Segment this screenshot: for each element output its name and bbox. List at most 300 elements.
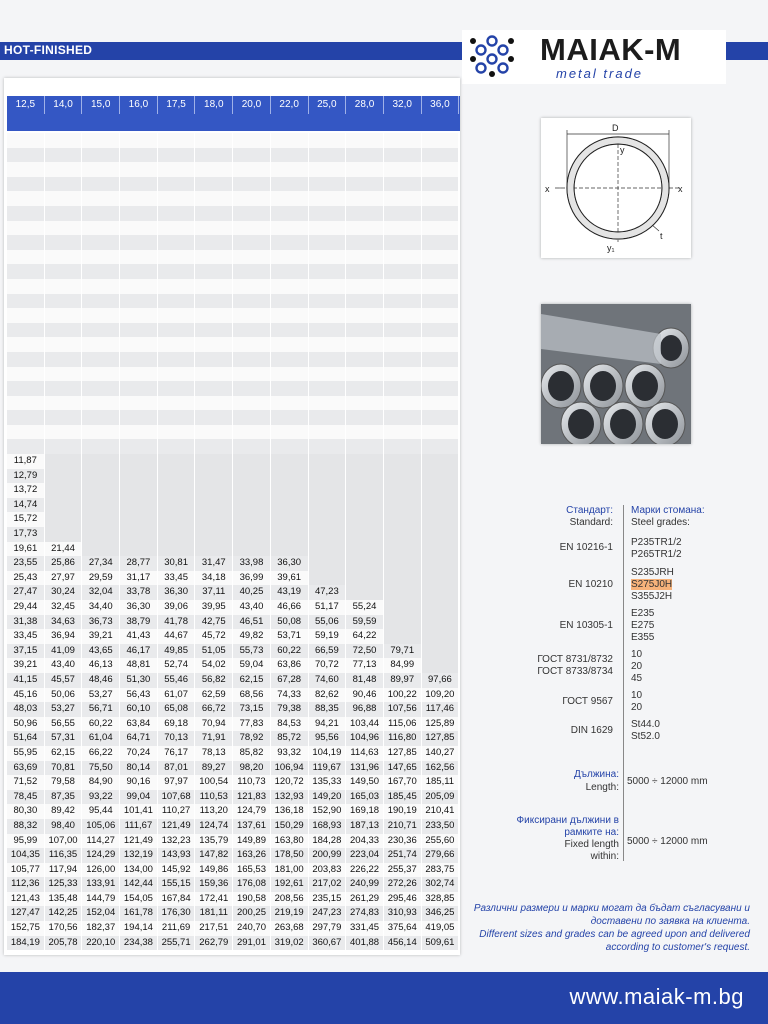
table-cell [195,425,233,440]
table-row [7,527,460,542]
table-cell [158,133,196,148]
table-cell [422,469,460,484]
table-cell [309,542,347,557]
table-cell [233,512,271,527]
table-cell [158,337,196,352]
table-cell [7,410,45,425]
table-cell [384,512,422,527]
table-cell [158,308,196,323]
table-cell: 56,43 [120,688,158,703]
grade: E275 [631,620,655,631]
table-cell: 226,22 [346,863,384,878]
table-cell [271,542,309,557]
table-cell: 101,41 [120,804,158,819]
spec-grades-4 [631,649,642,685]
table-cell [346,396,384,411]
table-row-empty [7,177,460,192]
table-cell [346,308,384,323]
table-cell: 167,70 [384,775,422,790]
table-cell: 14,74 [7,498,45,513]
table-cell [195,352,233,367]
table-cell [271,235,309,250]
table-cell: 93,32 [271,746,309,761]
table-cell: 32,04 [82,585,120,600]
table-cell [346,221,384,236]
table-cell [233,527,271,542]
table-row [7,775,460,790]
table-cell: 168,93 [309,819,347,834]
table-cell: 419,05 [422,921,460,936]
table-cell [309,133,347,148]
standard-label-en: Standard: [569,517,613,528]
table-cell [271,264,309,279]
table-cell: 73,15 [233,702,271,717]
table-cell [346,585,384,600]
table-cell [384,439,422,454]
table-header [7,96,460,131]
table-cell [384,556,422,571]
table-cell [158,498,196,513]
fixed-length-label-bg: Фиксирани дължини в рамките на: [516,815,619,838]
table-cell [158,454,196,469]
table-cell [233,250,271,265]
table-cell: 87,01 [158,761,196,776]
table-cell [422,279,460,294]
table-cell: 31,47 [195,556,233,571]
table-cell: 11,87 [7,454,45,469]
table-cell [158,425,196,440]
table-cell [120,498,158,513]
table-cell [346,542,384,557]
table-cell [233,469,271,484]
pipe-diagram-icon [541,118,691,258]
table-cell [7,352,45,367]
table-row [7,863,460,878]
table-cell [233,381,271,396]
table-cell: 126,00 [82,863,120,878]
table-cell: 79,58 [45,775,83,790]
table-cell: 25,86 [45,556,83,571]
grade: P265TR1/2 [631,549,682,560]
table-cell [384,323,422,338]
table-cell: 100,54 [195,775,233,790]
table-cell: 127,47 [7,906,45,921]
table-cell [82,250,120,265]
table-cell: 263,68 [271,921,309,936]
table-cell [346,250,384,265]
table-cell [271,250,309,265]
length-label-bg: Дължина: [574,769,619,780]
table-cell [384,527,422,542]
table-cell: 105,06 [82,819,120,834]
table-cell [195,148,233,163]
table-cell: 116,80 [384,731,422,746]
grade: St44.0 [631,719,660,730]
table-cell: 89,97 [384,673,422,688]
table-cell: 33,45 [7,629,45,644]
website-link[interactable]: www.maiak-m.bg [569,984,744,1009]
table-cell: 150,29 [271,819,309,834]
table-cell [422,556,460,571]
table-cell: 178,50 [271,848,309,863]
table-cell [233,542,271,557]
table-cell: 125,33 [45,877,83,892]
table-cell [120,527,158,542]
table-cell: 90,16 [120,775,158,790]
table-cell: 55,46 [158,673,196,688]
fixed-length-label-en: Fixed length within: [564,839,619,862]
table-cell: 135,33 [309,775,347,790]
table-row [7,469,460,484]
table-row-empty [7,410,460,425]
table-cell: 295,46 [384,892,422,907]
spec-standard-1: EN 10216-1 [559,542,613,553]
table-cell [233,323,271,338]
table-cell: 255,60 [422,834,460,849]
table-cell: 124,29 [82,848,120,863]
table-cell: 36,30 [271,556,309,571]
table-cell [309,454,347,469]
table-cell: 63,69 [7,761,45,776]
table-cell: 132,19 [120,848,158,863]
table-cell: 104,96 [346,731,384,746]
table-cell [120,133,158,148]
table-cell [346,206,384,221]
table-cell: 66,22 [82,746,120,761]
table-cell [120,279,158,294]
table-cell: 48,46 [82,673,120,688]
table-cell [120,323,158,338]
table-cell [233,264,271,279]
table-cell [195,367,233,382]
table-cell: 235,15 [309,892,347,907]
table-cell: 37,15 [7,644,45,659]
table-row-empty [7,367,460,382]
table-cell: 56,82 [195,673,233,688]
table-cell [7,264,45,279]
table-cell [309,235,347,250]
table-row [7,615,460,630]
table-cell: 132,93 [271,790,309,805]
table-cell: 115,06 [384,717,422,732]
table-cell [346,469,384,484]
table-cell: 79,71 [384,644,422,659]
table-cell: 63,84 [120,717,158,732]
table-cell [195,498,233,513]
table-cell: 29,59 [82,571,120,586]
table-cell: 17,73 [7,527,45,542]
table-cell [120,542,158,557]
table-cell: 53,27 [45,702,83,717]
table-cell [120,410,158,425]
table-cell [120,264,158,279]
table-cell [422,381,460,396]
grade: St52.0 [631,731,660,742]
table-row-empty [7,294,460,309]
table-cell: 204,33 [346,834,384,849]
table-cell [233,162,271,177]
table-cell [422,206,460,221]
grade: S235JRH [631,567,674,578]
table-row-empty [7,162,460,177]
grade: 10 [631,690,643,701]
table-cell [158,512,196,527]
table-cell: 105,77 [7,863,45,878]
table-cell [195,527,233,542]
table-cell [309,221,347,236]
table-cell: 217,51 [195,921,233,936]
table-cell: 100,22 [384,688,422,703]
table-cell [271,483,309,498]
table-cell [195,454,233,469]
table-cell [346,527,384,542]
table-cell [82,469,120,484]
table-cell [309,308,347,323]
table-cell [195,323,233,338]
table-cell: 30,24 [45,585,83,600]
table-cell [233,221,271,236]
table-cell [158,191,196,206]
table-cell [422,425,460,440]
table-cell [158,469,196,484]
table-cell [233,235,271,250]
table-cell [384,337,422,352]
table-cell [120,425,158,440]
table-cell [82,162,120,177]
table-cell: 51,17 [309,600,347,615]
table-cell: 65,08 [158,702,196,717]
table-cell: 142,44 [120,877,158,892]
table-cell [7,425,45,440]
table-cell [195,177,233,192]
table-row-empty [7,425,460,440]
table-cell: 27,97 [45,571,83,586]
table-cell: 135,48 [45,892,83,907]
table-cell [271,454,309,469]
logo [462,30,726,84]
table-cell [346,323,384,338]
table-cell: 88,35 [309,702,347,717]
table-cell [45,294,83,309]
table-row [7,512,460,527]
table-cell [422,235,460,250]
table-cell [7,308,45,323]
table-cell [120,454,158,469]
table-row [7,877,460,892]
table-cell [422,600,460,615]
table-cell: 55,24 [346,600,384,615]
column-header: 36,0 [422,96,460,114]
table-row-empty [7,352,460,367]
table-cell: 113,20 [195,804,233,819]
table-cell [422,644,460,659]
table-row [7,892,460,907]
table-cell [158,542,196,557]
table-cell [45,381,83,396]
column-header: 25,0 [309,96,347,114]
table-cell: 36,94 [45,629,83,644]
length-label-en: Length: [585,782,619,793]
table-cell [45,206,83,221]
table-cell: 121,43 [7,892,45,907]
table-row [7,790,460,805]
table-cell [158,527,196,542]
column-header: 15,0 [82,96,120,114]
table-cell: 84,99 [384,658,422,673]
pipes-photo-icon [541,304,691,444]
table-row-empty [7,148,460,163]
table-cell: 67,28 [271,673,309,688]
table-cell: 56,71 [82,702,120,717]
table-cell [309,367,347,382]
table-cell: 240,99 [346,877,384,892]
table-cell [346,337,384,352]
table-cell: 50,08 [271,615,309,630]
table-cell [346,425,384,440]
table-cell [7,337,45,352]
table-cell: 279,66 [422,848,460,863]
table-cell: 234,38 [120,936,158,951]
table-cell [271,221,309,236]
fixed-length-value: 5000 ÷ 12000 mm [627,836,708,847]
table-cell [233,337,271,352]
table-cell [82,308,120,323]
table-cell [195,469,233,484]
table-cell [309,483,347,498]
table-cell [271,308,309,323]
table-cell: 125,89 [422,717,460,732]
note-bg: Различни размери и марки могат да бъдат съгласувани и доставени по заявка на клиента. [473,903,750,927]
table-cell: 310,93 [384,906,422,921]
table-cell [45,483,83,498]
table-cell [271,396,309,411]
table-cell: 46,66 [271,600,309,615]
table-cell [384,294,422,309]
table-cell: 95,56 [309,731,347,746]
table-cell [384,367,422,382]
table-cell: 51,64 [7,731,45,746]
table-cell: 107,56 [384,702,422,717]
table-cell: 39,61 [271,571,309,586]
table-cell: 184,28 [309,834,347,849]
table-cell: 55,95 [7,746,45,761]
table-cell [82,381,120,396]
table-cell [346,191,384,206]
table-cell [82,512,120,527]
table-cell [422,439,460,454]
table-cell: 331,45 [346,921,384,936]
table-cell [271,512,309,527]
table-cell [82,454,120,469]
table-cell [45,264,83,279]
table-cell: 68,56 [233,688,271,703]
grades-label-en: Steel grades: [631,517,690,528]
table-row [7,746,460,761]
table-cell [158,177,196,192]
table-cell [271,148,309,163]
table-cell: 187,13 [346,819,384,834]
table-cell: 82,62 [309,688,347,703]
table-cell [82,206,120,221]
table-cell: 77,13 [346,658,384,673]
table-cell [120,337,158,352]
table-cell: 71,52 [7,775,45,790]
table-cell [158,206,196,221]
table-cell [45,352,83,367]
table-cell [82,177,120,192]
table-cell [45,337,83,352]
spec-standard-6: DIN 1629 [570,725,613,736]
table-cell [309,162,347,177]
table-cell: 217,02 [309,877,347,892]
table-cell: 137,61 [233,819,271,834]
spec-standard-3: EN 10305-1 [559,620,613,631]
table-cell: 203,83 [309,863,347,878]
table-cell: 205,78 [45,936,83,951]
table-row-empty [7,396,460,411]
table-cell [422,542,460,557]
table-cell: 135,79 [195,834,233,849]
table-cell: 45,16 [7,688,45,703]
table-cell: 66,59 [309,644,347,659]
table-cell [7,367,45,382]
table-cell [195,250,233,265]
table-cell: 161,78 [120,906,158,921]
table-cell [120,367,158,382]
table-cell [384,483,422,498]
table-cell [384,542,422,557]
table-cell [195,439,233,454]
table-row-empty [7,235,460,250]
diagram-y-top-label: y [620,145,625,155]
table-cell: 39,21 [82,629,120,644]
table-cell [422,221,460,236]
table-cell [45,308,83,323]
table-cell: 110,73 [233,775,271,790]
table-row [7,600,460,615]
table-cell: 247,23 [309,906,347,921]
table-cell: 94,21 [309,717,347,732]
table-cell [45,221,83,236]
table-cell: 60,10 [120,702,158,717]
table-cell: 184,19 [7,936,45,951]
pipe-cross-section [541,118,691,258]
table-cell: 70,94 [195,717,233,732]
table-cell [120,191,158,206]
table-cell: 79,38 [271,702,309,717]
table-cell: 45,57 [45,673,83,688]
table-cell: 46,51 [233,615,271,630]
table-cell [346,294,384,309]
table-cell: 172,41 [195,892,233,907]
table-cell: 262,79 [195,936,233,951]
table-cell: 104,35 [7,848,45,863]
table-cell [384,133,422,148]
table-cell [158,162,196,177]
table-cell: 89,42 [45,804,83,819]
table-cell: 36,99 [233,571,271,586]
table-row-empty [7,264,460,279]
table-cell: 133,91 [82,877,120,892]
table-cell: 140,27 [422,746,460,761]
table-cell: 28,77 [120,556,158,571]
table-cell [346,571,384,586]
table-cell: 33,45 [158,571,196,586]
table-cell: 136,18 [271,804,309,819]
table-cell [384,162,422,177]
table-row [7,585,460,600]
column-header: 14,0 [45,96,83,114]
